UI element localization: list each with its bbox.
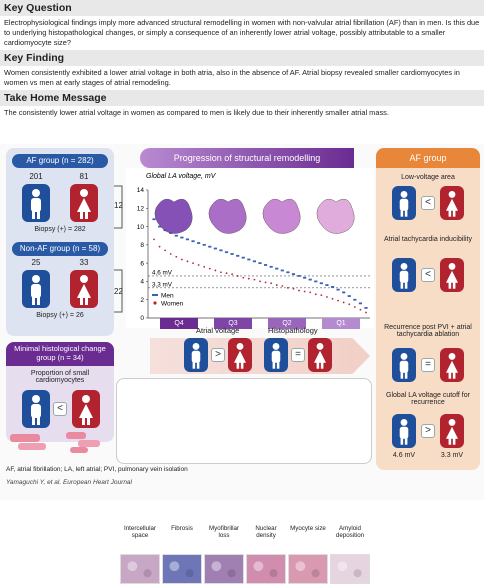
data-point-men	[353, 299, 356, 301]
data-point-women	[254, 279, 256, 281]
y-tick-label: 10	[136, 223, 144, 231]
af-men-count: 201	[29, 172, 43, 181]
reference-label: 4.6 mV	[152, 269, 172, 277]
proportion-label: Proportion of small cardiomyocytes	[30, 370, 90, 384]
tile-caption: Fibrosis	[171, 525, 193, 532]
bracket-count-12: 12	[114, 201, 123, 210]
data-point-women	[276, 284, 278, 286]
progression-banner: Progression of structural remodelling	[140, 148, 354, 168]
woman-icon	[440, 258, 464, 292]
tile-caption: Nuclear density	[255, 525, 277, 539]
data-point-women	[170, 253, 172, 255]
key-question-section	[0, 0, 484, 120]
man-icon	[392, 414, 416, 448]
take-home-title: Take Home Message	[0, 90, 484, 106]
data-point-women	[337, 300, 339, 302]
data-point-men	[342, 292, 345, 294]
atrial-voltage-label: Atrial voltage	[196, 326, 240, 335]
voltage-chart	[126, 168, 374, 328]
data-point-women	[354, 306, 356, 308]
data-point-men	[303, 277, 306, 279]
histology-panel	[116, 378, 372, 464]
data-point-men	[219, 249, 222, 251]
woman-icon	[70, 184, 98, 222]
reference-label: 3.3 mV	[152, 281, 172, 289]
data-point-men	[231, 253, 234, 255]
af-group-title: AF group (n = 282)	[12, 154, 108, 168]
data-point-women	[365, 312, 367, 314]
legend-label: Men	[161, 292, 174, 300]
non-af-women-count: 33	[79, 258, 89, 267]
data-point-women	[220, 271, 222, 273]
tile-caption: Amyloid deposition	[335, 525, 365, 539]
data-point-women	[332, 298, 334, 300]
quartile-tab-q2: Q2	[268, 318, 306, 329]
data-point-men	[275, 268, 278, 270]
low-voltage-label: Low-voltage area	[401, 174, 455, 181]
data-point-men	[186, 238, 189, 240]
data-point-women	[293, 288, 295, 290]
data-point-men	[191, 240, 194, 242]
data-point-women	[153, 238, 155, 240]
mhc-compare: <	[53, 402, 67, 416]
data-point-men	[314, 281, 317, 283]
af-group-right-title: AF group	[376, 148, 480, 168]
recurrence-compare: =	[421, 358, 435, 372]
data-point-men	[208, 246, 211, 248]
data-point-women	[175, 256, 177, 258]
woman-icon	[440, 186, 464, 220]
key-question-title: Key Question	[0, 0, 484, 16]
data-point-men	[152, 218, 155, 220]
voltage-compare: >	[211, 348, 225, 362]
data-point-women	[265, 281, 267, 283]
tile-caption: Myofibrillar loss	[209, 525, 239, 539]
data-point-women	[343, 302, 345, 304]
data-point-men	[337, 289, 340, 291]
data-point-women	[320, 294, 322, 296]
key-finding-title: Key Finding	[0, 50, 484, 66]
histology-image	[162, 554, 202, 584]
quartile-tab-q1: Q1	[322, 318, 360, 329]
man-icon	[22, 390, 50, 428]
histology-image	[246, 554, 286, 584]
y-tick-label: 0	[140, 315, 144, 323]
recurrence-label: Recurrence post PVI + atrial tachycardia ablation	[384, 324, 472, 338]
data-point-men	[258, 262, 261, 264]
histopathology-label: Histopathology	[268, 326, 318, 335]
data-point-women	[298, 290, 300, 292]
data-point-men	[309, 279, 312, 281]
data-point-men	[286, 271, 289, 273]
woman-icon	[70, 270, 98, 308]
data-point-women	[287, 287, 289, 289]
cardiomyocyte-illustration	[8, 430, 112, 454]
man-icon	[184, 338, 208, 372]
histo-compare: =	[291, 348, 305, 362]
data-point-men	[297, 275, 300, 277]
take-home-text: The consistently lower atrial voltage in women as compared to men is likely due to their inherently smaller atrial mass.	[4, 107, 389, 117]
abbreviations: AF, atrial fibrillation; LA, left atrial; PVI, pulmonary vein isolation	[6, 466, 188, 473]
y-tick-label: 14	[136, 187, 144, 195]
data-point-men	[225, 251, 228, 253]
woman-icon	[308, 338, 332, 372]
af-women-count: 81	[79, 172, 89, 181]
tile-caption: Myocyte size	[290, 525, 326, 532]
man-icon	[392, 348, 416, 382]
data-point-women	[192, 262, 194, 264]
data-point-women	[209, 268, 211, 270]
data-point-women	[360, 309, 362, 311]
cutoff-compare: >	[421, 424, 435, 438]
progression-arrow	[150, 338, 370, 374]
af-biopsy: Biopsy (+) = 282	[34, 226, 86, 233]
data-point-women	[242, 277, 244, 279]
histology-image	[120, 554, 160, 584]
data-point-men	[247, 259, 250, 261]
woman-icon	[440, 348, 464, 382]
data-point-men	[197, 242, 200, 244]
non-af-group-title: Non-AF group (n = 58)	[12, 242, 108, 256]
man-icon	[392, 186, 416, 220]
data-point-women	[159, 246, 161, 248]
quartile-tab-q4: Q4	[160, 318, 198, 329]
man-icon	[22, 184, 50, 222]
man-icon	[392, 258, 416, 292]
data-point-women	[181, 259, 183, 261]
y-tick-label: 6	[140, 260, 144, 268]
key-finding-text: Women consistently exhibited a lower atrial voltage in both atria, also in the absence of AF. Atrial biopsy revealed smaller cardiomyocytes in women vs men at early stages of atrial remodeling.	[4, 67, 460, 87]
data-point-men	[292, 273, 295, 275]
data-point-men	[325, 284, 328, 286]
data-point-men	[359, 302, 362, 304]
mhc-title: Minimal histological change group (n = 34)	[6, 342, 114, 366]
tile-caption: Intercellular space	[124, 525, 156, 539]
data-point-men	[281, 270, 284, 272]
data-point-women	[248, 278, 250, 280]
data-point-women	[259, 281, 261, 283]
legend-swatch-women	[153, 301, 156, 304]
cutoff-men: 4.6 mV	[392, 452, 416, 459]
quartile-tab-q3: Q3	[214, 318, 252, 329]
non-af-men-count: 25	[31, 258, 41, 267]
bracket-count-22: 22	[114, 287, 123, 296]
citation: Yamaguchi Y, et al. European Heart Journal	[6, 479, 132, 486]
data-point-women	[237, 275, 239, 277]
data-point-men	[242, 257, 245, 259]
data-point-men	[236, 255, 239, 257]
data-point-men	[214, 248, 217, 250]
data-point-women	[164, 249, 166, 251]
non-af-biopsy: Biopsy (+) = 26	[36, 312, 84, 319]
woman-icon	[228, 338, 252, 372]
data-point-men	[175, 235, 178, 237]
woman-icon	[72, 390, 100, 428]
key-question-text: Electrophysiological findings imply more advanced structural remodelling in women with non-valvular atrial fibrillation (AF) than in men. Is this due to underlying histopathological changes, or simply a consequence of an inherently lower atrial voltage, possibly attributable to a smaller cardiomyocyte size?	[4, 18, 480, 47]
data-point-women	[231, 273, 233, 275]
data-point-men	[203, 244, 206, 246]
low-voltage-compare: <	[421, 196, 435, 210]
y-axis-label: Global LA voltage, mV	[146, 173, 216, 180]
y-tick-label: 8	[140, 242, 144, 250]
data-point-women	[198, 264, 200, 266]
man-icon	[264, 338, 288, 372]
histology-image	[204, 554, 244, 584]
data-point-men	[253, 260, 256, 262]
histology-image	[288, 554, 328, 584]
data-point-women	[315, 293, 317, 295]
data-point-women	[309, 292, 311, 294]
y-tick-label: 2	[140, 296, 144, 304]
data-point-women	[304, 291, 306, 293]
data-point-women	[187, 260, 189, 262]
y-tick-label: 12	[136, 205, 144, 213]
atrial-tachy-compare: <	[421, 268, 435, 282]
data-point-men	[348, 295, 351, 297]
data-point-men	[180, 237, 183, 239]
data-point-men	[364, 307, 367, 309]
data-point-women	[348, 303, 350, 305]
legend-label: Women	[161, 300, 184, 308]
histology-image	[330, 554, 370, 584]
data-point-women	[281, 285, 283, 287]
atrial-tachy-label: Atrial tachycardia inducibility	[384, 236, 472, 243]
graphical-abstract	[0, 144, 484, 539]
woman-icon	[440, 414, 464, 448]
data-point-women	[214, 270, 216, 272]
legend-swatch-men	[152, 294, 158, 296]
data-point-women	[270, 282, 272, 284]
data-point-men	[264, 264, 267, 266]
cutoff-label: Global LA voltage cutoff for recurrence	[386, 392, 470, 406]
cutoff-women: 3.3 mV	[440, 452, 464, 459]
data-point-men	[331, 286, 334, 288]
data-point-women	[226, 272, 228, 274]
y-tick-label: 4	[140, 278, 144, 286]
data-point-men	[320, 282, 323, 284]
man-icon	[22, 270, 50, 308]
data-point-women	[326, 296, 328, 298]
data-point-women	[203, 266, 205, 268]
data-point-men	[270, 266, 273, 268]
